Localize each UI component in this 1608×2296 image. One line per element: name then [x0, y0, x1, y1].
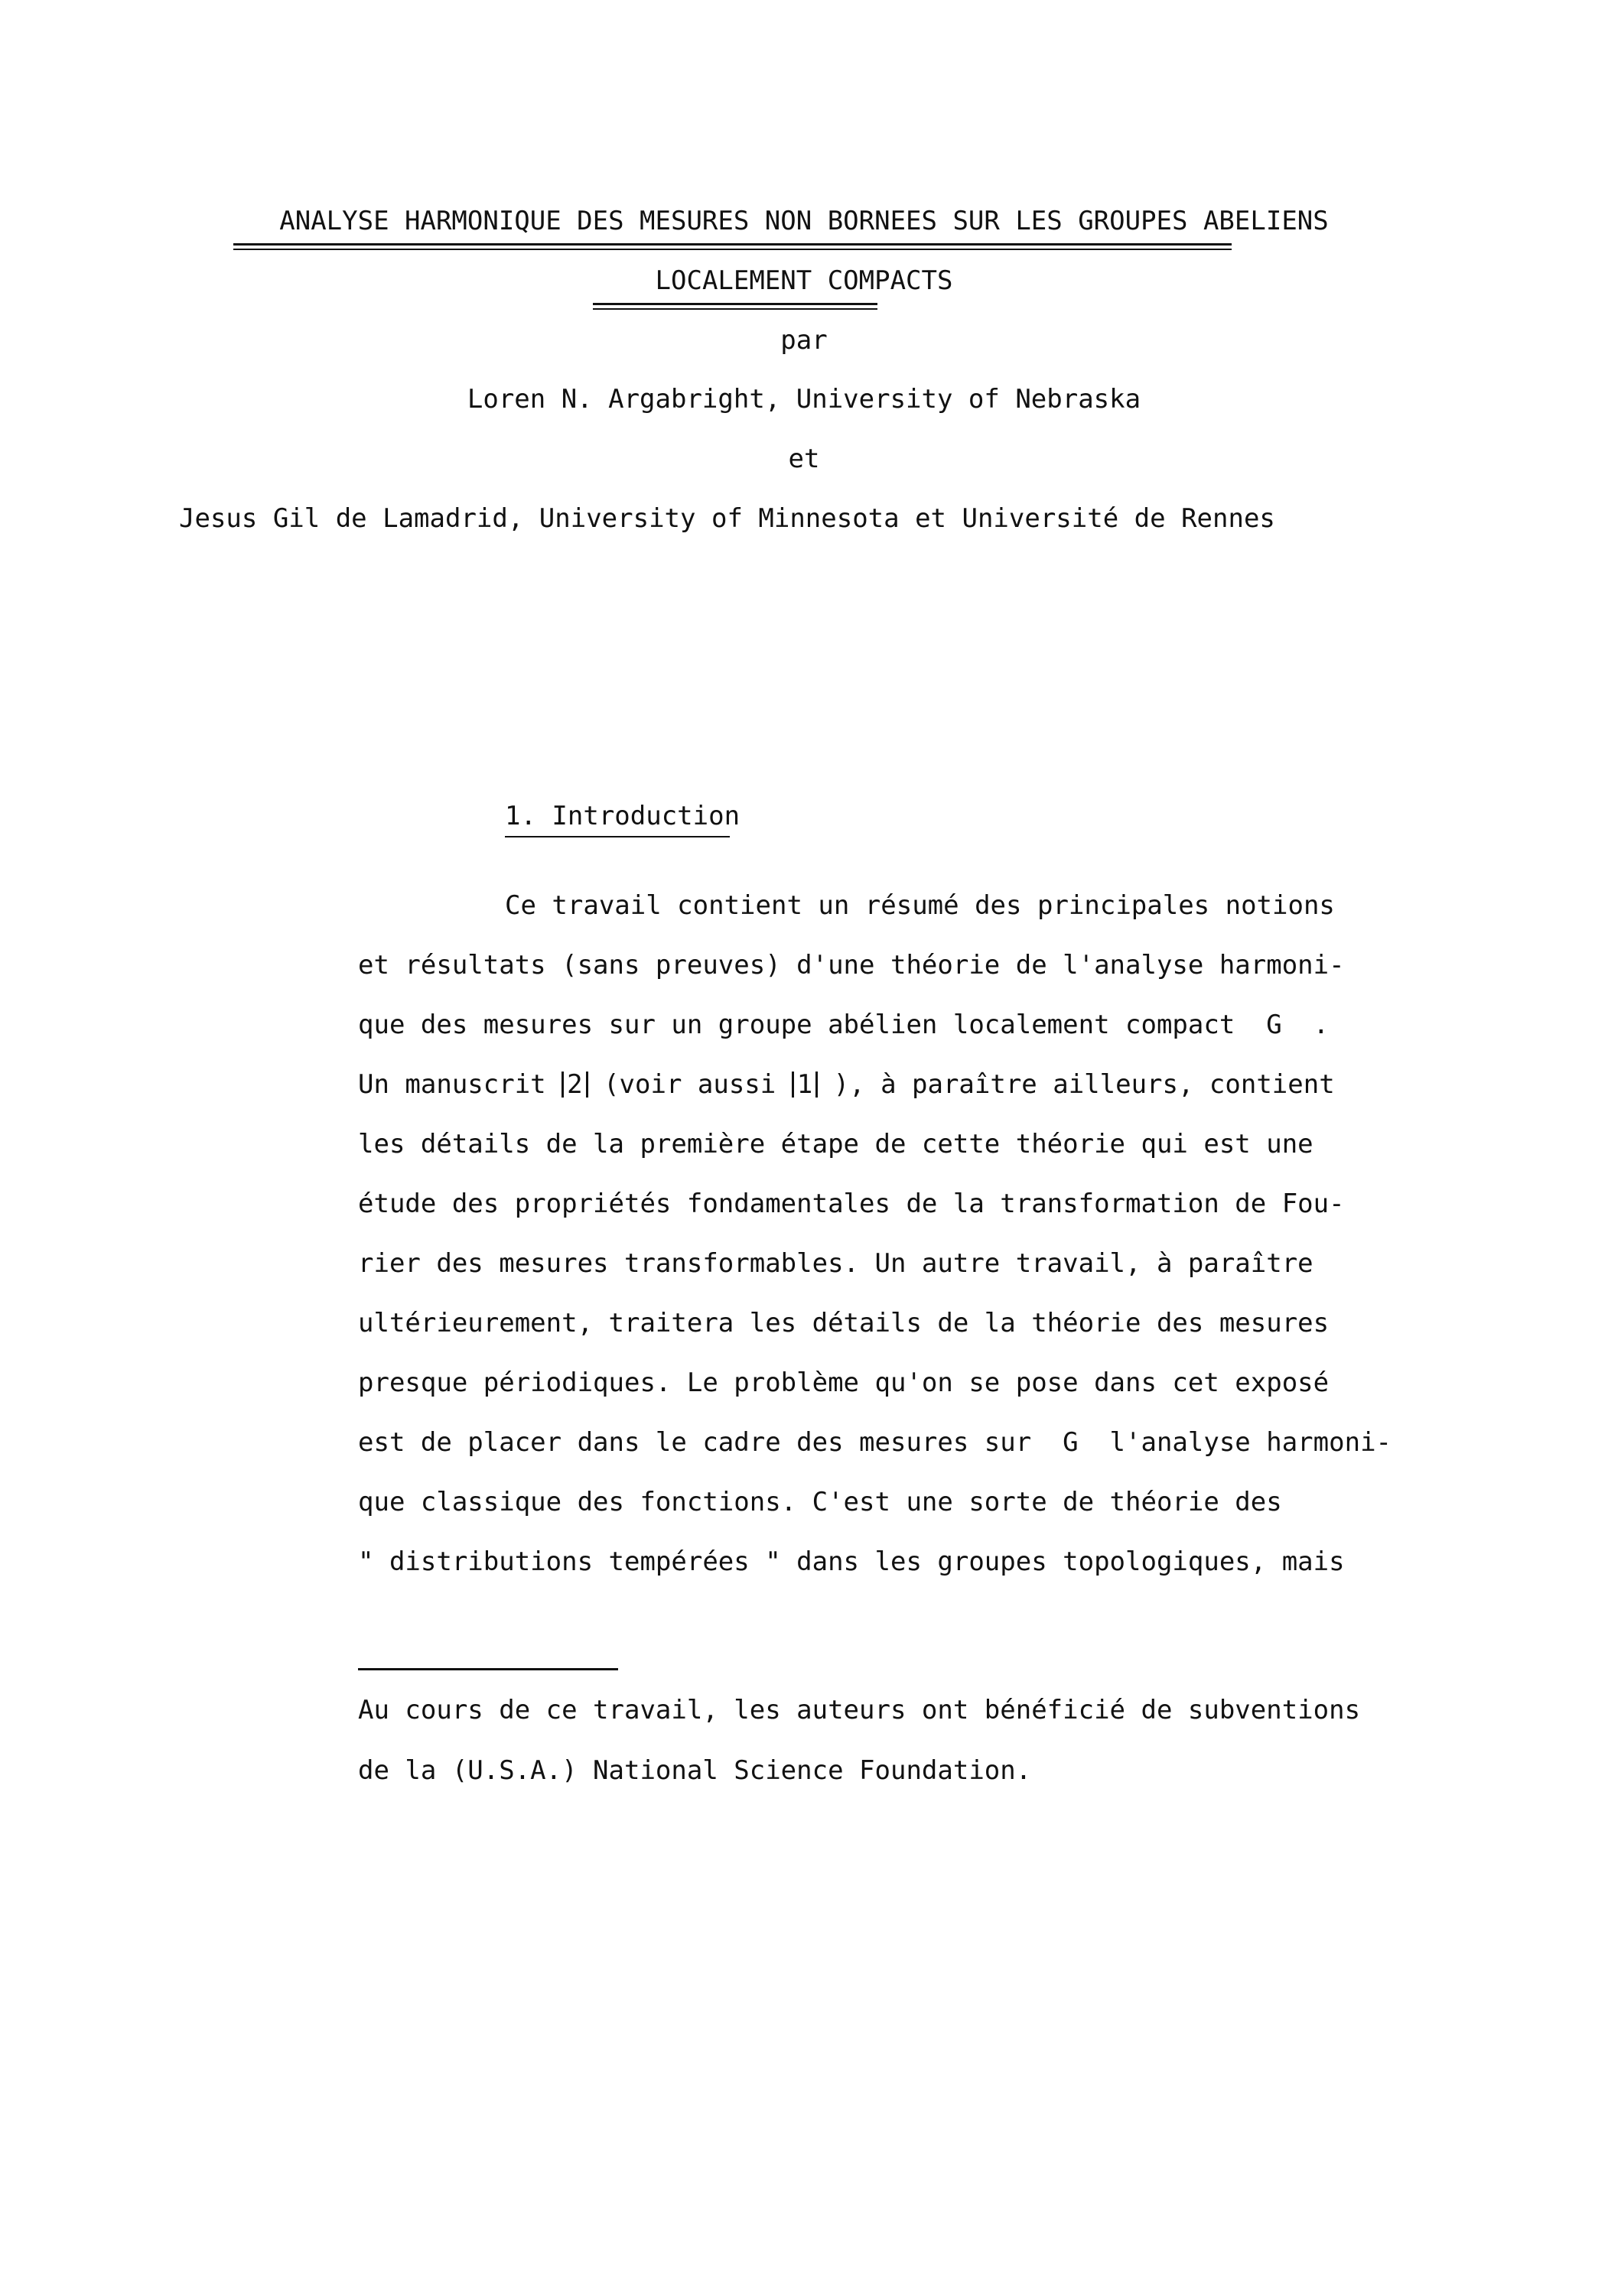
paragraph-line-4	[358, 1069, 1335, 1100]
title-underline-1b	[233, 249, 1232, 250]
paragraph-line-4-text-a: Un manuscrit	[358, 1069, 562, 1100]
byline-par: par	[780, 325, 828, 356]
paragraph-line-12: " distributions tempérées " dans les groupes topologiques, mais	[358, 1546, 1345, 1577]
title-line-2: LOCALEMENT COMPACTS	[655, 265, 953, 296]
section-heading-underline	[505, 836, 730, 837]
footnote-line-1: Au cours de ce travail, les auteurs ont bénéficié de subventions	[358, 1695, 1361, 1725]
paragraph-line-8: ultérieurement, traitera les détails de la théorie des mesures	[358, 1308, 1330, 1338]
reference-2: 2	[561, 1072, 588, 1098]
paragraph-line-3: que des mesures sur un groupe abélien localement compact G .	[358, 1010, 1330, 1040]
paragraph-line-11: que classique des fonctions. C'est une sorte de théorie des	[358, 1487, 1282, 1517]
title-underline-2a	[593, 303, 877, 305]
paragraph-line-7: rier des mesures transformables. Un autre travail, à paraître	[358, 1248, 1313, 1279]
section-heading: 1. Introduction	[505, 801, 741, 831]
title-underline-2b	[593, 308, 877, 310]
paragraph-line-10: est de placer dans le cadre des mesures sur G l'analyse harmoni-	[358, 1427, 1392, 1458]
reference-1: 1	[792, 1072, 818, 1098]
author-1: Loren N. Argabright, University of Nebraska	[467, 384, 1141, 415]
paragraph-line-4-text-c: ), à paraître ailleurs, contient	[818, 1069, 1335, 1100]
paragraph-line-4-text-b: (voir aussi	[588, 1069, 792, 1100]
paragraph-line-6: étude des propriétés fondamentales de la transformation de Fou-	[358, 1189, 1345, 1219]
byline-et: et	[788, 444, 820, 474]
title-underline-1a	[233, 243, 1232, 246]
author-2: Jesus Gil de Lamadrid, University of Minnesota et Université de Rennes	[179, 503, 1275, 534]
footnote-separator	[358, 1668, 618, 1670]
paragraph-line-9: presque périodiques. Le problème qu'on se pose dans cet exposé	[358, 1368, 1330, 1398]
title-line-1: ANALYSE HARMONIQUE DES MESURES NON BORNEES SUR LES GROUPES ABELIENS	[279, 206, 1329, 236]
paragraph-line-5: les détails de la première étape de cette théorie qui est une	[358, 1129, 1313, 1159]
paragraph-line-2: et résultats (sans preuves) d'une théorie de l'analyse harmoni-	[358, 950, 1345, 981]
paragraph-line-1: Ce travail contient un résumé des principales notions	[505, 890, 1335, 921]
footnote-line-2: de la (U.S.A.) National Science Foundation.	[358, 1755, 1032, 1786]
